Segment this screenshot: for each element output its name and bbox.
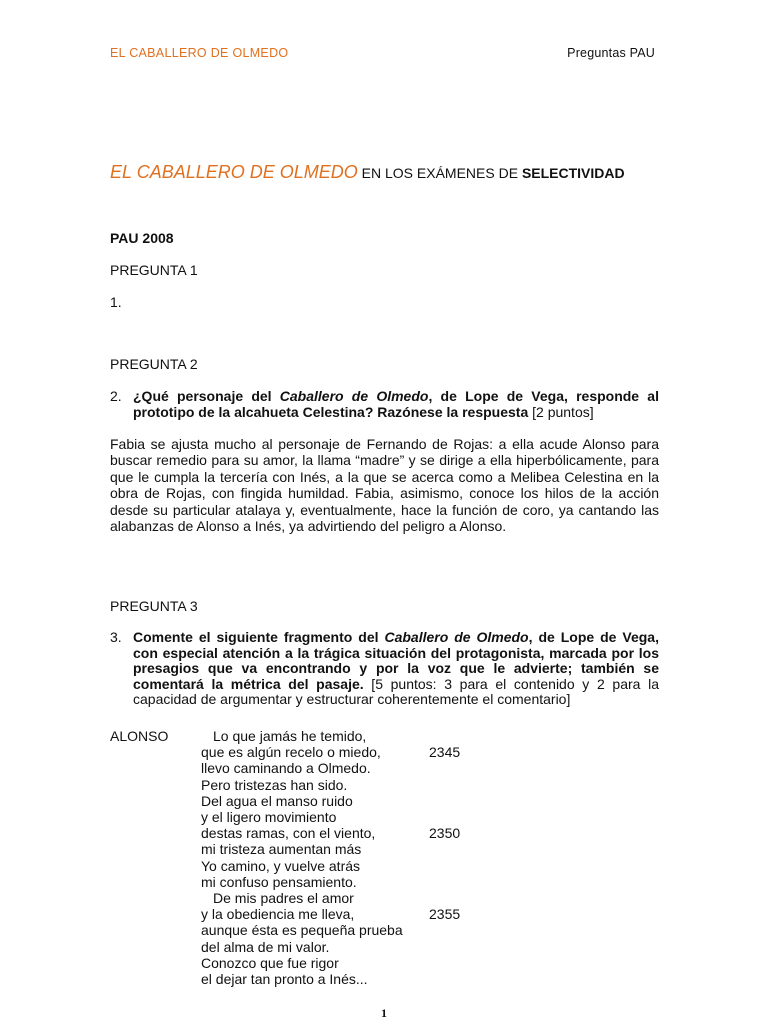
speaker-name: ALONSO <box>110 728 169 744</box>
verse-line: Pero tristezas han sido. <box>201 776 348 793</box>
question-3-text-a: Comente el siguiente fragmento del <box>133 629 385 645</box>
verse-line: destas ramas, con el viento, <box>201 825 376 842</box>
verse-line: mi confuso pensamiento. <box>201 873 357 890</box>
title-connector: EN LOS EXÁMENES DE <box>357 165 522 181</box>
question-1-heading: PREGUNTA 1 <box>110 262 198 278</box>
question-2-prompt <box>110 389 659 420</box>
question-1-number: 1. <box>110 294 122 310</box>
question-2-answer: Fabia se ajusta mucho al personaje de Fernando de Rojas: a ella acude Alonso para buscar remedio para su amor, la llama “madre” y se dirige a ella hiperbólicamente, para que le cumpla la tercería con Inés, a la que se acerca como a Melibea Celestina en la obra de Rojas, con fingida humildad. Fabia, asimismo, conoce los hilos de la acción desde su particular atalaya y, eventualmente, hace la función de coro, ya cantando las alabanzas de Alonso a Inés, ya advirtiendo del peligro a Alonso. <box>110 436 659 535</box>
section-heading: PAU 2008 <box>110 230 174 246</box>
verse-line: y el ligero movimiento <box>201 809 337 826</box>
question-2-work-title: Caballero de Olmedo <box>279 388 429 404</box>
verse-number: 2350 <box>429 825 461 841</box>
question-2-heading: PREGUNTA 2 <box>110 356 198 372</box>
verse-number: 2355 <box>429 906 461 922</box>
verse-line: Conozco que fue rigor <box>201 954 339 971</box>
verse-line: del alma de mi valor. <box>201 938 330 955</box>
question-3-points: [5 puntos: 3 para el contenido y 2 para la capacidad de argumentar y estructurar coherentemente el comentario] <box>133 675 659 707</box>
running-header-title: EL CABALLERO DE OLMEDO <box>110 46 289 60</box>
verse-line: aunque ésta es pequeña prueba <box>201 922 403 939</box>
verse-number: 2345 <box>429 744 461 760</box>
question-3-heading: PREGUNTA 3 <box>110 598 198 614</box>
question-3-work-title: Caballero de Olmedo <box>384 629 529 645</box>
verse-line: llevo caminando a Olmedo. <box>201 760 371 777</box>
verse-line: Lo que jamás he temido, <box>213 728 367 744</box>
question-2-number: 2. <box>110 388 122 404</box>
verse-line: y la obediencia me lleva, <box>201 906 355 923</box>
verse-line: que es algún recelo o miedo, <box>201 744 381 761</box>
question-3-number: 3. <box>110 629 122 645</box>
verse-line: Yo camino, y vuelve atrás <box>201 857 361 874</box>
verse-line: De mis padres el amor <box>213 890 354 907</box>
title-selectividad: SELECTIVIDAD <box>521 165 625 181</box>
question-2-points: [2 puntos] <box>528 403 594 420</box>
poem-fragment <box>201 728 403 987</box>
title-work-name: EL CABALLERO DE OLMEDO <box>110 162 358 182</box>
question-2-text-b: , de Lope de Vega, responde al prototipo de la alcahueta Celestina? Razónese la respuesta <box>133 388 659 420</box>
page-number: 1 <box>381 1006 387 1020</box>
verse-line: Del agua el manso ruido <box>201 792 353 809</box>
document-title <box>110 162 625 183</box>
question-3-prompt <box>110 630 659 708</box>
verse-line: el dejar tan pronto a Inés... <box>201 971 368 988</box>
running-header-section: Preguntas PAU <box>567 46 655 60</box>
question-2-text-a: ¿Qué personaje del <box>133 388 280 404</box>
verse-line: mi tristeza aumentan más <box>201 841 362 858</box>
question-3-text-b: , de Lope de Vega, con especial atención a la trágica situación del protagonista, marcada por los presagios que va encontrando y por la voz que le advierte; también se comentará la métrica del pasaje. <box>133 629 659 692</box>
